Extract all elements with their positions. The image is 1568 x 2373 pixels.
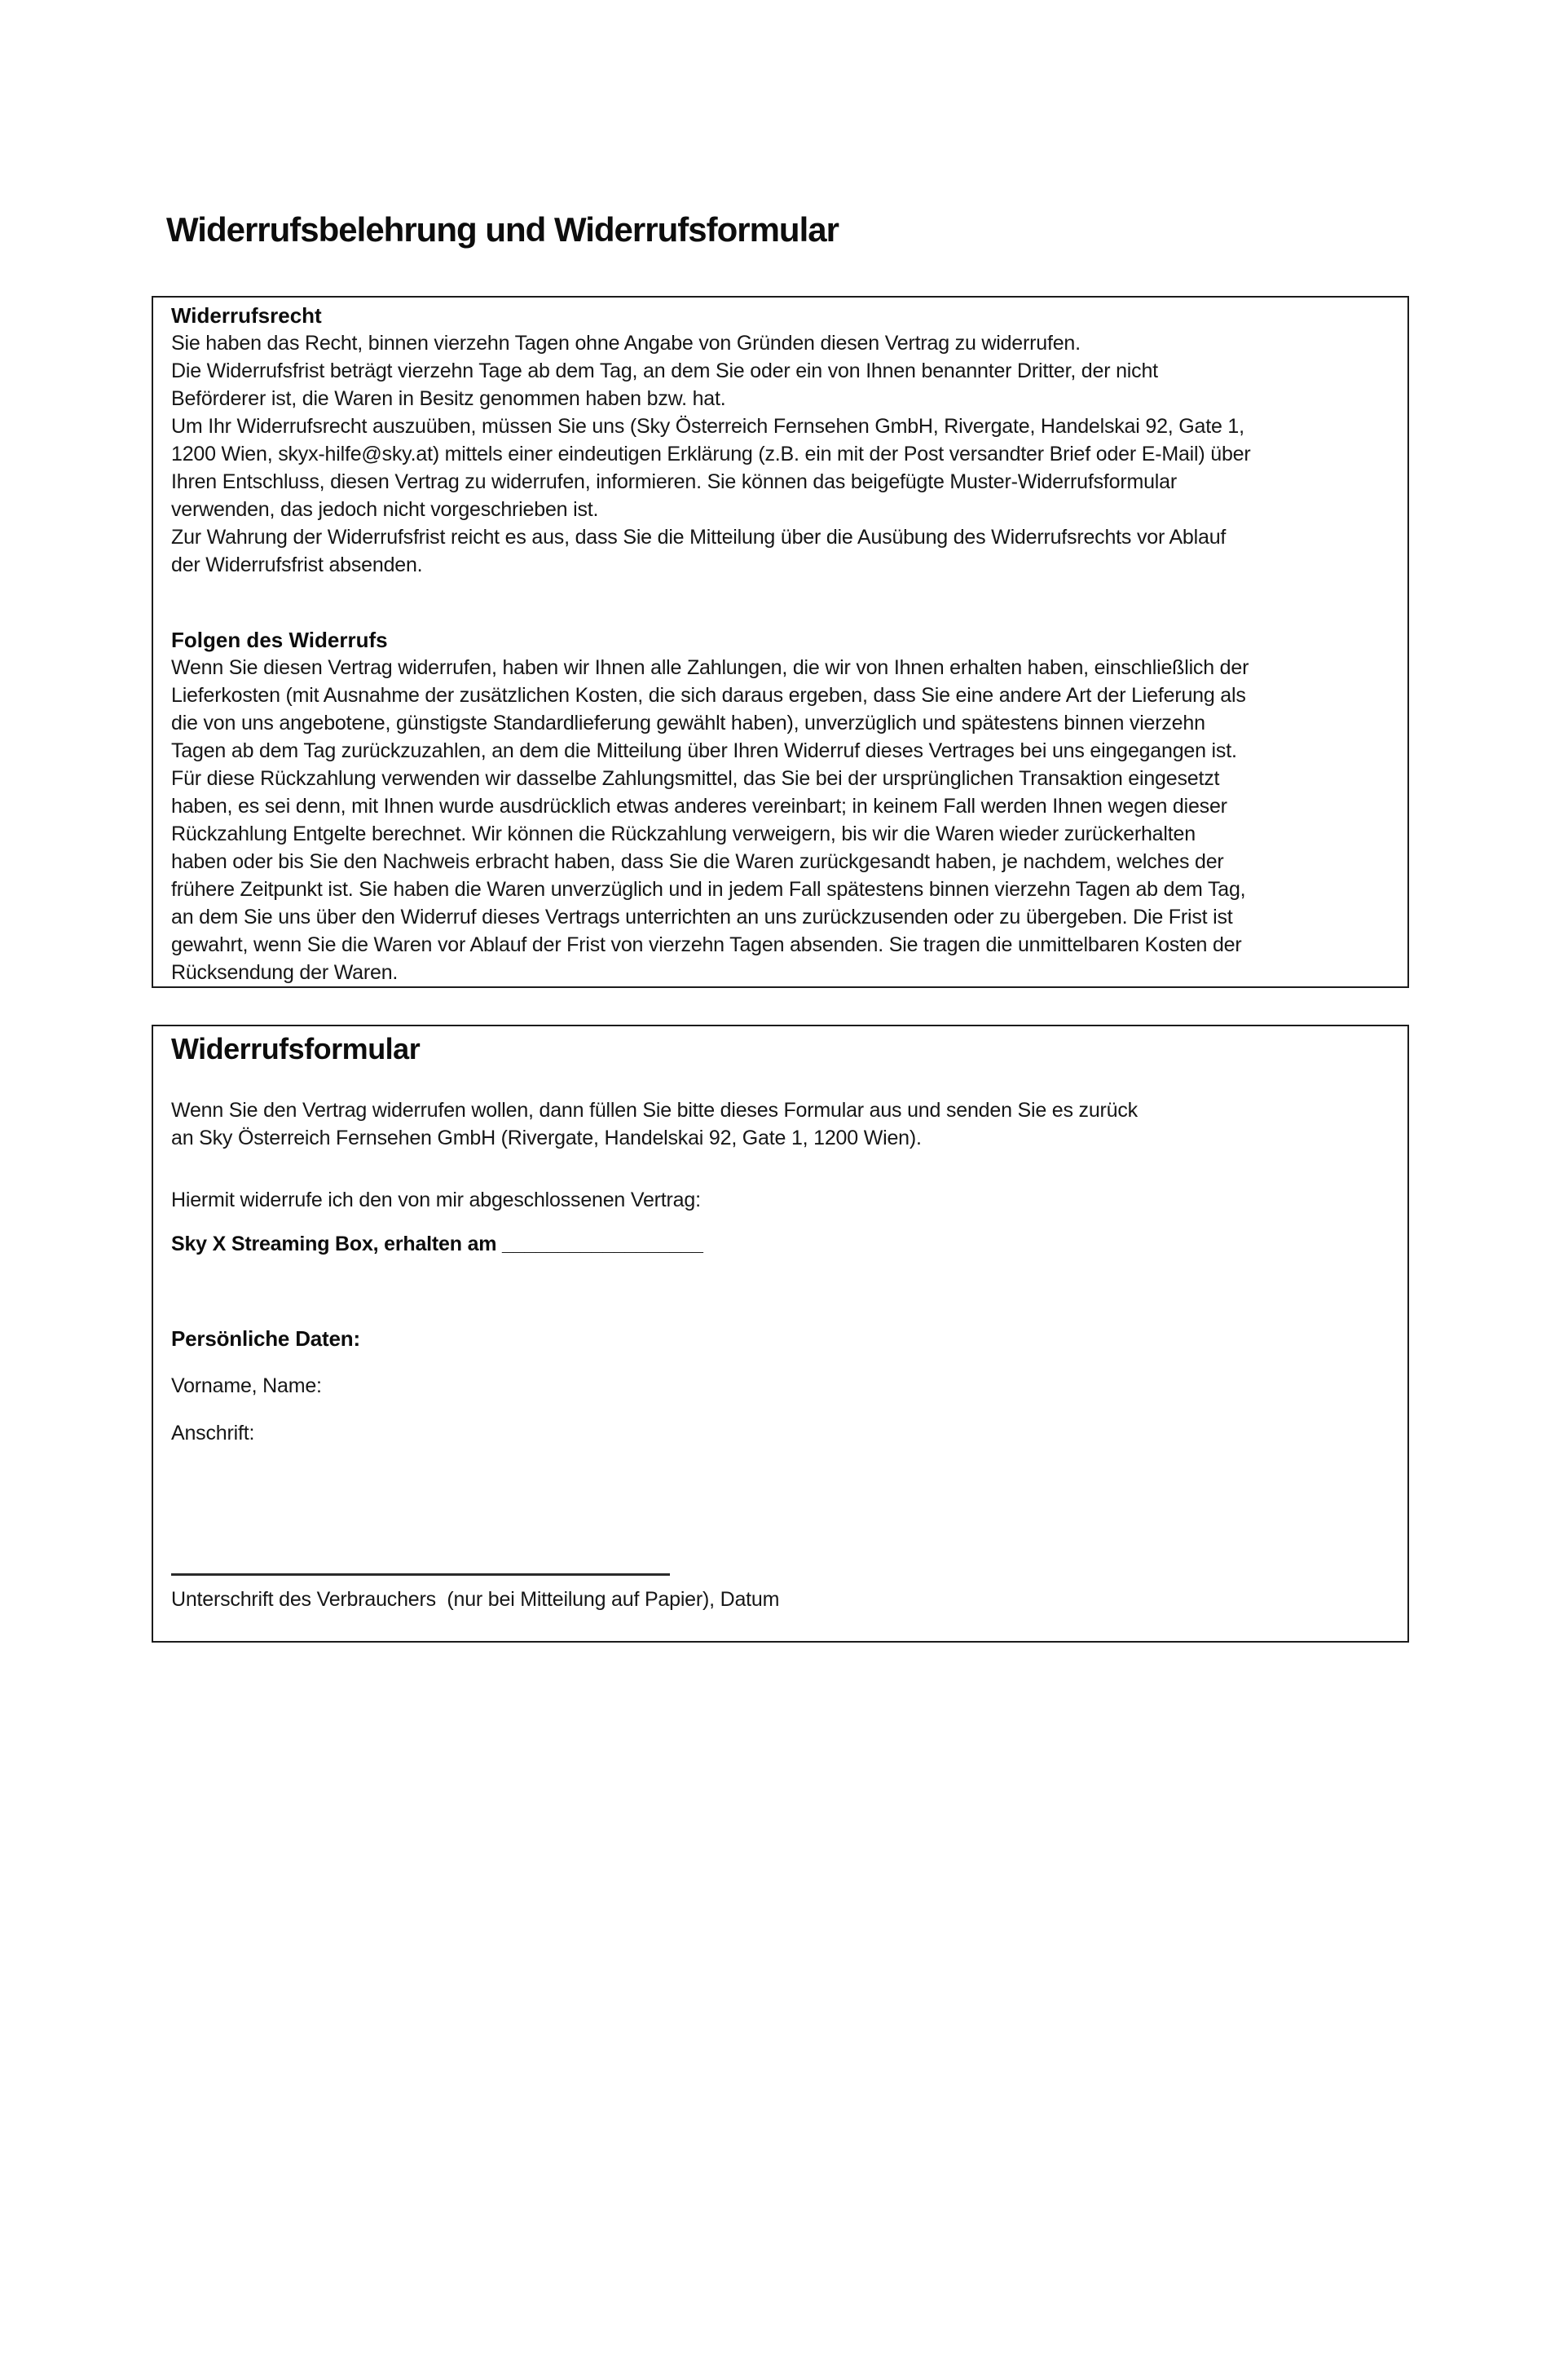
product-received-line: Sky X Streaming Box, erhalten am __________________ <box>171 1233 703 1255</box>
text-line: Sie haben das Recht, binnen vierzehn Tagen ohne Angabe von Gründen diesen Vertrag zu widerrufen. <box>171 332 1081 355</box>
text-line: Tagen ab dem Tag zurückzuzahlen, an dem die Mitteilung über Ihren Widerruf dieses Vertrages bei uns eingegangen ist. <box>171 739 1237 762</box>
consequences-text <box>171 654 1393 986</box>
consequences-heading: Folgen des Widerrufs <box>171 628 388 652</box>
text-line: Wenn Sie diesen Vertrag widerrufen, haben wir Ihnen alle Zahlungen, die wir von Ihnen erhalten haben, einschließlich der <box>171 656 1249 679</box>
text-line: Für diese Rückzahlung verwenden wir dasselbe Zahlungsmittel, das Sie bei der ursprünglichen Transaktion eingesetzt <box>171 767 1220 790</box>
text-line: der Widerrufsfrist absenden. <box>171 554 423 576</box>
text-line: Um Ihr Widerrufsrecht auszuüben, müssen Sie uns (Sky Österreich Fernsehen GmbH, Rivergate, Handelskai 92, Gate 1, <box>171 415 1244 438</box>
text-line: Wenn Sie den Vertrag widerrufen wollen, dann füllen Sie bitte dieses Formular aus und senden Sie es zurück <box>171 1099 1138 1122</box>
text-line: Lieferkosten (mit Ausnahme der zusätzlichen Kosten, die sich daraus ergeben, dass Sie eine andere Art der Lieferung als <box>171 684 1246 707</box>
signature-line <box>171 1573 670 1576</box>
form-declaration: Hiermit widerrufe ich den von mir abgeschlossenen Vertrag: <box>171 1189 701 1211</box>
text-line: Rücksendung der Waren. <box>171 961 399 984</box>
withdrawal-right-heading: Widerrufsrecht <box>171 303 322 328</box>
name-field-label: Vorname, Name: <box>171 1374 322 1397</box>
text-line: an Sky Österreich Fernsehen GmbH (Rivergate, Handelskai 92, Gate 1, 1200 Wien). <box>171 1127 922 1149</box>
form-heading: Widerrufsformular <box>171 1032 421 1065</box>
text-line: frühere Zeitpunkt ist. Sie haben die Waren unverzüglich und in jedem Fall spätestens binnen vierzehn Tagen ab dem Tag, <box>171 878 1246 901</box>
text-line: die von uns angebotene, günstigste Standardlieferung gewählt haben), unverzüglich und spätestens binnen vierzehn <box>171 712 1205 734</box>
withdrawal-form-box <box>152 1025 1409 1643</box>
text-line: an dem Sie uns über den Widerruf dieses Vertrags unterrichten an uns zurückzusenden oder zu übergeben. Die Frist ist <box>171 906 1233 928</box>
text-line: Beförderer ist, die Waren in Besitz genommen haben bzw. hat. <box>171 387 726 410</box>
text-line: Rückzahlung Entgelte berechnet. Wir können die Rückzahlung verweigern, bis wir die Waren wieder zurückerhalten <box>171 823 1196 845</box>
withdrawal-right-text <box>171 329 1393 579</box>
text-line: haben oder bis Sie den Nachweis erbracht haben, dass Sie die Waren zurückgesandt haben, je nachdem, welches der <box>171 850 1224 873</box>
text-line: Zur Wahrung der Widerrufsfrist reicht es aus, dass Sie die Mitteilung über die Ausübung des Widerrufsrechts vor Ablauf <box>171 526 1227 549</box>
form-intro-text <box>171 1096 1393 1152</box>
withdrawal-notice-box <box>152 296 1409 988</box>
text-line: 1200 Wien, skyx-hilfe@sky.at) mittels einer eindeutigen Erklärung (z.B. ein mit der Post versandter Brief oder E-Mail) über <box>171 443 1251 465</box>
text-line: gewahrt, wenn Sie die Waren vor Ablauf der Frist von vierzehn Tagen absenden. Sie tragen die unmittelbaren Kosten der <box>171 933 1242 956</box>
signature-caption: Unterschrift des Verbrauchers (nur bei Mitteilung auf Papier), Datum <box>171 1588 780 1611</box>
section-spacer <box>171 579 1393 626</box>
address-field-label: Anschrift: <box>171 1422 255 1445</box>
text-line: Ihren Entschluss, diesen Vertrag zu widerrufen, informieren. Sie können das beigefügte Muster-Widerrufsformular <box>171 470 1177 493</box>
personal-data-heading: Persönliche Daten: <box>171 1326 360 1351</box>
text-line: verwenden, das jedoch nicht vorgeschrieben ist. <box>171 498 599 521</box>
text-line: haben, es sei denn, mit Ihnen wurde ausdrücklich etwas anderes vereinbart; in keinem Fall werden Ihnen wegen dieser <box>171 795 1227 818</box>
page-title: Widerrufsbelehrung und Widerrufsformular <box>166 210 839 249</box>
text-line: Die Widerrufsfrist beträgt vierzehn Tage ab dem Tag, an dem Sie oder ein von Ihnen benannter Dritter, der nicht <box>171 359 1158 382</box>
